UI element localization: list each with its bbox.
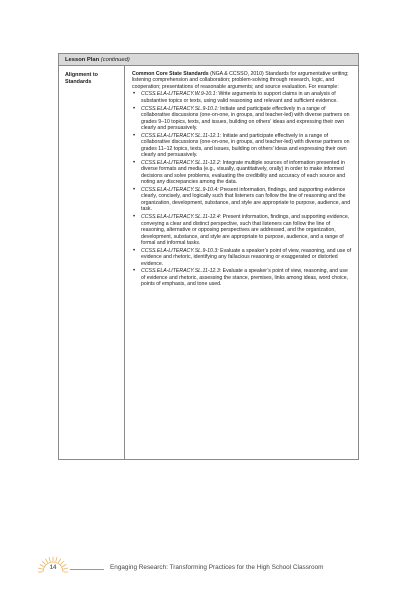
sun-ray <box>63 565 66 567</box>
standard-text: Integrate multiple sources of information presented in diverse formats and media (e.g., visually, quantitatively, orally) in order to make informed decisions and solve problems, evaluating the credibility and accuracy of each source and noting any discrepancies among the data. <box>141 159 346 186</box>
standard-code: CCSS.ELA-LITERACY.SL.11-12.1: <box>141 132 222 139</box>
standard-text: Write arguments to support claims in an analysis of substantive topics or texts, using valid reasoning and relevant and sufficient evidence. <box>141 91 338 104</box>
standard-code: CCSS.ELA-LITERACY.SL.11-12.2: <box>141 159 222 166</box>
standard-text: Evaluate a speaker’s point of view, reasoning, and use of evidence and rhetoric, assessing the stance, premises, links among ideas, word choice, points of emphasis, and tone used. <box>141 268 349 288</box>
standard-item <box>132 160 352 186</box>
standards-cell <box>125 66 358 459</box>
sun-ray <box>64 568 68 569</box>
bullet-icon: • <box>133 247 136 254</box>
bullet-icon: • <box>133 214 136 221</box>
standard-item <box>132 106 352 132</box>
table-header-suffix: (continued) <box>100 57 130 63</box>
sun-ray <box>56 558 57 562</box>
row-label: Alignment to Standards <box>59 66 125 459</box>
sun-ray <box>49 558 50 562</box>
standards-intro-text: Standards for argumentative writing; listening comprehension and collaboration; problem-solving through research, logic, and cooperation; presentations of reasonable arguments; and source evaluation. For example: <box>132 71 349 90</box>
standard-code: CCSS.ELA-LITERACY.W.9-10.1: <box>141 91 218 98</box>
standard-text: Evaluate a speaker’s point of view, reasoning, and use of evidence and rhetoric, identifying any fallacious reasoning or exaggerated or distorted evidence. <box>141 247 352 267</box>
lesson-plan-table <box>58 53 359 460</box>
standard-item <box>132 268 352 287</box>
standard-text: Present information, findings, and supporting evidence, conveying a clear and distinct perspective, such that listeners can follow the line of reasoning, alternative or opposing perspectives are addressed, and the organization, development, substance, and style are appropriate to purpose, audience, and a range of formal and informal tasks. <box>141 214 350 247</box>
sun-ray <box>46 559 48 562</box>
sun-ray <box>39 568 43 569</box>
footer-title: Engaging Research: Transforming Practices for the High School Classroom <box>110 564 324 571</box>
table-header-row <box>59 54 358 66</box>
page-footer <box>0 553 417 575</box>
sun-ray <box>59 559 61 562</box>
standard-code: CCSS.ELA-LITERACY.SL.9-10.3: <box>141 247 219 254</box>
standards-intro <box>132 71 352 90</box>
standards-title: Common Core State Standards <box>132 71 209 77</box>
footer-divider <box>70 569 104 570</box>
page-number: 14 <box>49 565 57 571</box>
standard-code: CCSS.ELA-LITERACY.SL.9-10.4: <box>141 186 219 193</box>
standard-text: Present information, findings, and supporting evidence clearly, concisely, and logically such that listeners can follow the line of reasoning and the organization, development, substance, and style are appropriate to purpose, audience, and task. <box>141 186 351 213</box>
standard-text: Initiate and participate effectively in a range of collaborative discussions (one-on-one, in groups, and teacher-led) with diverse partners on grades 11–12 topics, texts, and issues, building on others’ ideas and expressing their own clearly and persuasively. <box>141 132 350 159</box>
standard-item <box>132 133 352 159</box>
alignment-row <box>59 66 358 459</box>
bullet-icon: • <box>133 132 136 139</box>
bullet-icon: • <box>133 159 136 166</box>
bullet-icon: • <box>133 268 136 275</box>
standard-item <box>132 214 352 246</box>
standards-list <box>132 91 352 287</box>
standard-code: CCSS.ELA-LITERACY.SL.9-10.1: <box>141 105 219 112</box>
sun-ray <box>40 565 43 567</box>
bullet-icon: • <box>133 186 136 193</box>
sun-ray <box>42 561 45 564</box>
bullet-icon: • <box>133 91 136 98</box>
standard-item <box>132 248 352 267</box>
table-header-title: Lesson Plan <box>65 57 100 63</box>
standard-code: CCSS.ELA-LITERACY.SL.11-12.3: <box>141 268 222 275</box>
sun-ray <box>61 561 64 564</box>
bullet-icon: • <box>133 105 136 112</box>
standard-item <box>132 91 352 104</box>
standard-text: Initiate and participate effectively in a range of collaborative discussions (one-on-one, in groups, and teacher-led) with diverse partners on grades 9–10 topics, texts, and issues, building on others’ ideas and expressing their own clearly and persuasively. <box>141 105 350 132</box>
standards-source: (NGA & CCSSO, 2010) <box>210 71 264 77</box>
sunburst-logo-icon <box>38 553 68 575</box>
standard-code: CCSS.ELA-LITERACY.SL.11-12.4: <box>141 214 222 221</box>
standard-item <box>132 187 352 213</box>
